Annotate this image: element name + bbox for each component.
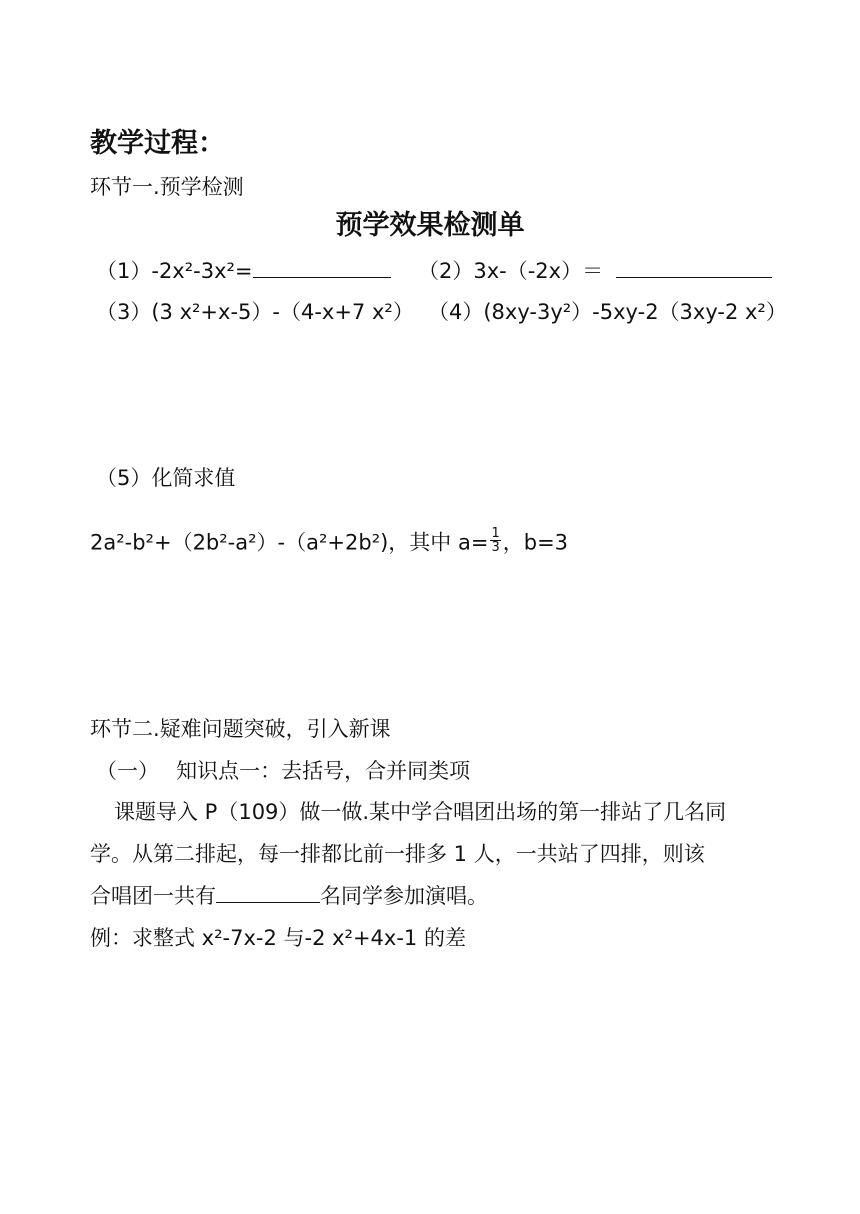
intro-paragraph-line-1: 课题导入 P（109）做一做.某中学合唱团出场的第一排站了几名同 [114,800,727,824]
fraction-one-third [490,527,500,554]
question-1-text: （1）-2x²-3x²= [96,259,253,283]
intro-line-3-prefix: 合唱团一共有 [90,884,216,908]
question-1 [96,261,391,282]
section-two-label: 环节二.疑难问题突破，引入新课 [90,717,391,741]
question-2-text: （2）3x-（-2x）＝ [418,259,604,283]
question-4: （4）(8xy-3y²）-5xy-2（3xy-2 x²） [428,300,787,324]
fraction-numerator: 1 [491,526,500,541]
question-5-label: （5）化简求值 [96,466,236,490]
example-question: 例：求整式 x²-7x-2 与-2 x²+4x-1 的差 [90,926,466,950]
section-one-label: 环节一.预学检测 [90,175,244,199]
intro-paragraph-line-3 [90,886,488,907]
page-heading: 教学过程： [90,128,225,159]
question-1-blank [253,276,391,278]
knowledge-point-one: （一） 知识点一：去括号，合并同类项 [96,759,471,783]
question-5-expression [90,526,569,557]
question-3: （3）(3 x²+x-5）-（4-x+7 x²） [96,300,414,324]
question-2-blank [616,276,772,278]
intro-paragraph-line-2: 学。从第二排起，每一排都比前一排多 1 人，一共站了四排，则该 [90,842,705,866]
intro-line-3-suffix: 名同学参加演唱。 [320,884,488,908]
fraction-denominator: 3 [491,540,500,555]
question-2 [418,261,772,282]
answer-blank [216,901,320,903]
worksheet-title: 预学效果检测单 [335,210,525,241]
question-5-expression-text: 2a²-b²+（2b²-a²）-（a²+2b²)，其中 a= [90,530,489,555]
question-5-expression-tail: ，b=3 [502,530,569,555]
